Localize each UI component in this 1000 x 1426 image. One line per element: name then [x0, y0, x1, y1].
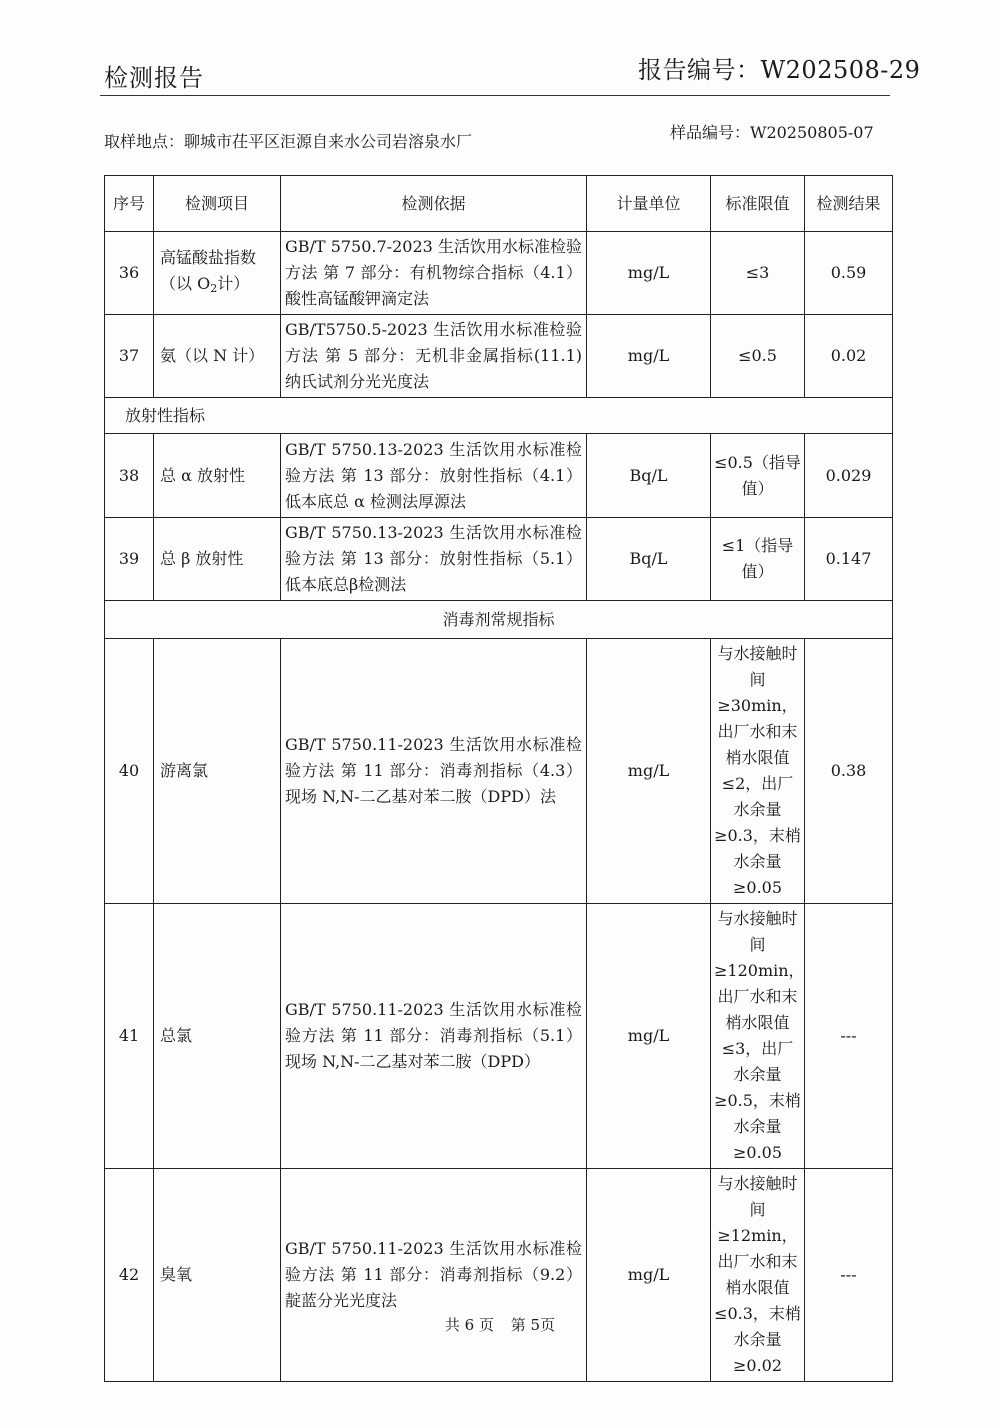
row-unit: mg/L: [587, 904, 711, 1169]
row-item: 高锰酸盐指数（以 $O_2$计）: [154, 232, 281, 315]
row-result: ---: [805, 904, 893, 1169]
row-result: 0.38: [805, 639, 893, 904]
row-unit: mg/L: [587, 639, 711, 904]
row-basis: GB/T 5750.11-2023 生活饮用水标准检验方法 第 11 部分：消毒剂指标（5.1）现场 N,N-二乙基对苯二胺（DPD）: [281, 904, 587, 1169]
col-header-result: 检测结果: [805, 176, 893, 232]
row-no: 38: [105, 434, 154, 518]
section-title-disinfectant: 消毒剂常规指标: [105, 601, 893, 639]
row-limit: ≤1（指导值）: [711, 518, 805, 601]
table-row: [105, 315, 893, 398]
sampling-location: 取样地点：聊城市茌平区洰源自来水公司岩溶泉水厂: [104, 132, 473, 151]
row-no: 41: [105, 904, 154, 1169]
row-unit: Bq/L: [587, 434, 711, 518]
section-row-radioactive: [105, 398, 893, 434]
table-header-row: [105, 176, 893, 232]
row-unit: mg/L: [587, 232, 711, 315]
col-header-basis: 检测依据: [281, 176, 587, 232]
row-unit: mg/L: [587, 315, 711, 398]
row-item: 总 α 放射性: [154, 434, 281, 518]
row-unit: mg/L: [587, 1169, 711, 1382]
table-row: [105, 518, 893, 601]
row-no: 42: [105, 1169, 154, 1382]
current-page: 第 5页: [510, 1316, 556, 1334]
report-number: 报告编号：W202508-29: [638, 56, 921, 84]
row-limit: ≤0.5（指导值）: [711, 434, 805, 518]
report-title: 检测报告: [104, 64, 204, 92]
table-row: [105, 434, 893, 518]
header-divider: [100, 95, 890, 96]
row-item: 臭氧: [154, 1169, 281, 1382]
row-limit: 与水接触时间≥120min，出厂水和末梢水限值≤3，出厂水余量≥0.5，末梢水余量≥0.05: [711, 904, 805, 1169]
row-item: 总氯: [154, 904, 281, 1169]
row-unit: Bq/L: [587, 518, 711, 601]
row-limit: ≤3: [711, 232, 805, 315]
table-row: [105, 1169, 893, 1382]
row-result: 0.029: [805, 434, 893, 518]
section-row-disinfectant: [105, 601, 893, 639]
row-limit: 与水接触时间≥30min，出厂水和末梢水限值≤2，出厂水余量≥0.3，末梢水余量≥0.05: [711, 639, 805, 904]
page-footer: [0, 1314, 1000, 1335]
row-item: 游离氯: [154, 639, 281, 904]
row-result: ---: [805, 1169, 893, 1382]
row-result: 0.147: [805, 518, 893, 601]
col-header-item: 检测项目: [154, 176, 281, 232]
row-limit: 与水接触时间≥12min，出厂水和末梢水限值≤0.3，末梢水余量≥0.02: [711, 1169, 805, 1382]
col-header-unit: 计量单位: [587, 176, 711, 232]
row-no: 40: [105, 639, 154, 904]
row-result: 0.59: [805, 232, 893, 315]
table-row: [105, 639, 893, 904]
row-result: 0.02: [805, 315, 893, 398]
sample-number: 样品编号：W20250805-07: [670, 123, 874, 142]
row-basis: GB/T 5750.13-2023 生活饮用水标准检验方法 第 13 部分：放射性指标（4.1）低本底总 α 检测法厚源法: [281, 434, 587, 518]
row-no: 37: [105, 315, 154, 398]
row-limit: ≤0.5: [711, 315, 805, 398]
col-header-no: 序号: [105, 176, 154, 232]
col-header-limit: 标准限值: [711, 176, 805, 232]
results-table: [104, 175, 893, 1382]
section-title-radioactive: 放射性指标: [105, 398, 893, 434]
total-pages: 共 6 页: [444, 1316, 494, 1334]
table-row: [105, 904, 893, 1169]
row-no: 36: [105, 232, 154, 315]
row-basis: GB/T 5750.13-2023 生活饮用水标准检验方法 第 13 部分：放射性指标（5.1）低本底总β检测法: [281, 518, 587, 601]
row-basis: GB/T 5750.11-2023 生活饮用水标准检验方法 第 11 部分：消毒剂指标（9.2）靛蓝分光光度法: [281, 1169, 587, 1382]
row-basis: GB/T 5750.7-2023 生活饮用水标准检验方法 第 7 部分：有机物综合指标（4.1）酸性高锰酸钾滴定法: [281, 232, 587, 315]
row-no: 39: [105, 518, 154, 601]
row-basis: GB/T5750.5-2023 生活饮用水标准检验方法 第 5 部分：无机非金属指标(11.1)纳氏试剂分光光度法: [281, 315, 587, 398]
row-item: 总 β 放射性: [154, 518, 281, 601]
table-row: [105, 232, 893, 315]
row-item: 氨（以 N 计）: [154, 315, 281, 398]
row-basis: GB/T 5750.11-2023 生活饮用水标准检验方法 第 11 部分：消毒剂指标（4.3）现场 N,N-二乙基对苯二胺（DPD）法: [281, 639, 587, 904]
